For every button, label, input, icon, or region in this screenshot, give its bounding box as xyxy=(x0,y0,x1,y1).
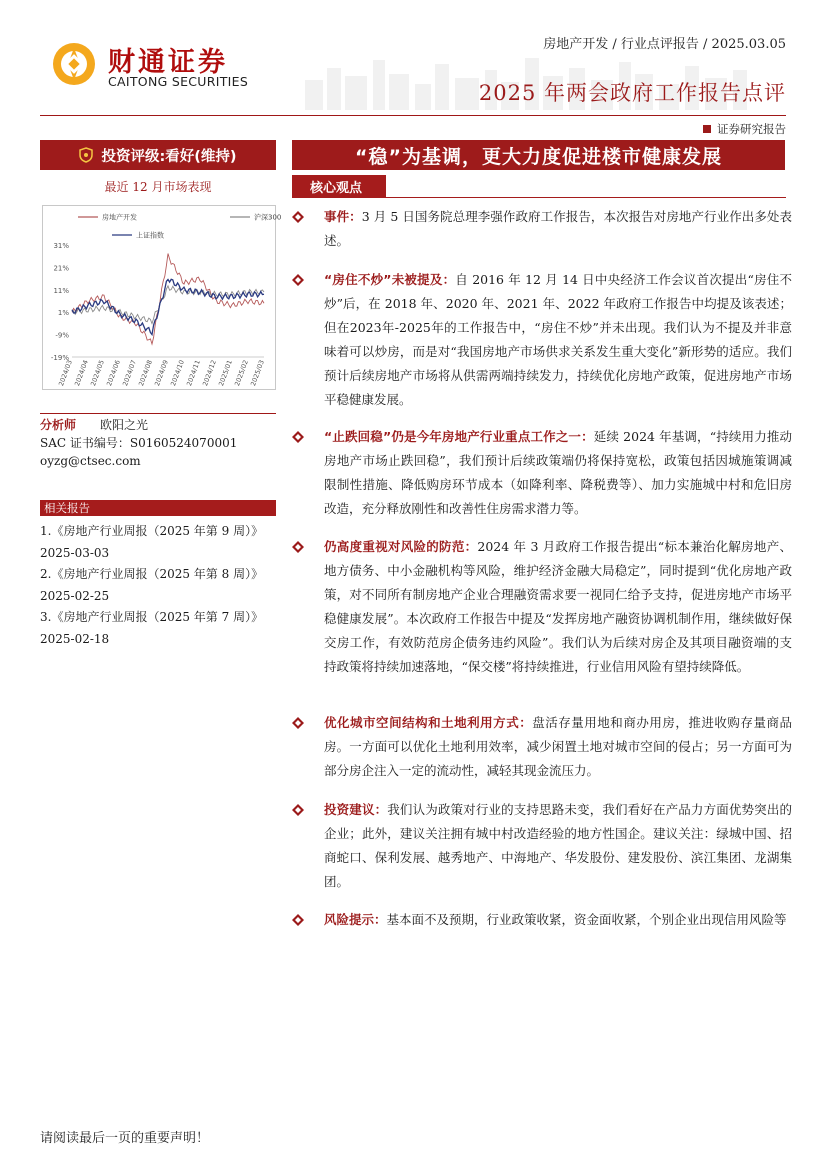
paragraph-risk-prevention xyxy=(292,535,792,679)
paragraph-stabilize xyxy=(292,425,792,521)
headline-banner: “稳”为基调，更大力度促进楼市健康发展 xyxy=(292,140,785,170)
diamond-bullet-icon xyxy=(292,274,304,286)
y-tick-label: -19% xyxy=(50,354,69,362)
paragraph-body: 基本面不及预期，行业政策收紧，资金面收紧，个别企业出现信用风险等 xyxy=(386,912,787,927)
diamond-bullet-icon xyxy=(292,541,304,553)
market-performance-chart xyxy=(42,205,282,390)
paragraph-land-use xyxy=(292,711,792,783)
x-tick-label: 2024/07 xyxy=(121,358,138,388)
paragraph-investment-advice xyxy=(292,798,792,894)
related-report-date: 2025-02-18 xyxy=(40,631,110,646)
diamond-bullet-icon xyxy=(292,211,304,223)
analyst-email: oyzg@ctsec.com xyxy=(40,454,141,468)
analyst-name: 欧阳之光 xyxy=(100,418,149,432)
legend-label: 上证指数 xyxy=(136,231,164,240)
analyst-title: 分析师 xyxy=(40,418,77,432)
paragraph-no-speculation xyxy=(292,268,792,412)
core-views-divider xyxy=(292,197,786,198)
company-logo xyxy=(50,38,250,94)
x-tick-label: 2024/06 xyxy=(105,358,122,388)
investment-rating xyxy=(40,140,276,170)
report-title: 2025 年两会政府工作报告点评 xyxy=(478,81,786,105)
x-tick-label: 2024/04 xyxy=(73,358,90,388)
paragraph-lead: 风险提示： xyxy=(324,912,387,927)
x-tick-label: 2024/03 xyxy=(57,358,74,388)
paragraph-event xyxy=(292,205,792,253)
report-meta: 房地产开发 / 行业点评报告 / 2025.03.05 xyxy=(543,37,786,52)
paragraph-lead: 仍高度重视对风险的防范： xyxy=(324,539,478,554)
legend-label: 房地产开发 xyxy=(102,213,137,222)
header-divider xyxy=(40,115,786,116)
paragraph-lead: “房住不炒”未被提及： xyxy=(324,272,456,287)
y-tick-label: 11% xyxy=(53,286,69,295)
paragraph-body: 2024 年 3 月政府工作报告提出“标本兼治化解房地产、地方债务、中小金融机构等风险，维护经济金融大局稳定”，同时提到“优化房地产政策，对不同所有制房地产企业合理融资需求要一视同仁给予支持，促进房地产市场平稳健康发展”。本次政府工作报告中提及“发挥房地产融资协调机制作用，继续做好保交房工作，有效防范房企债务违约风险”。我们认为后续对房企及其项目融资端的支持政策将持续加速落地，“保交楼”将持续推进，行业信用风险有望持续降低。 xyxy=(324,539,792,674)
x-tick-label: 2025/01 xyxy=(217,358,234,388)
market-performance-label: 最近 12 月市场表现 xyxy=(104,180,212,194)
footer-disclaimer: 请阅读最后一页的重要声明！ xyxy=(40,1131,210,1146)
paragraph-body: 3 月 5 日国务院总理李强作政府工作报告，本次报告对房地产行业作出多处表述。 xyxy=(324,209,792,248)
x-tick-label: 2024/12 xyxy=(201,358,218,388)
legend-label: 沪深300 xyxy=(254,213,282,222)
related-report-title[interactable]: 2.《房地产行业周报（2025 年第 8 周）》 xyxy=(40,567,264,581)
rating-text: 投资评级:看好(维持) xyxy=(101,148,237,165)
core-views-tab: 核心观点 xyxy=(292,175,386,197)
related-reports-header: 相关报告 xyxy=(40,500,276,516)
shield-icon xyxy=(79,147,93,163)
logo-mark-icon xyxy=(50,40,98,88)
logo-name-cn: 财通证券 xyxy=(108,47,228,78)
y-tick-label: 1% xyxy=(57,309,69,318)
paragraph-lead: 投资建议： xyxy=(324,802,388,817)
square-bullet-icon xyxy=(703,125,711,133)
paragraph-lead: “止跌回稳”仍是今年房地产行业重点工作之一： xyxy=(324,429,594,444)
related-report-title[interactable]: 3.《房地产行业周报（2025 年第 7 周）》 xyxy=(40,610,264,624)
x-tick-label: 2025/03 xyxy=(249,358,266,388)
doc-type-text: 证券研究报告 xyxy=(717,122,786,136)
analyst-info xyxy=(40,413,276,470)
paragraph-body: 我们认为政策对行业的支持思路未变，我们看好在产品力方面优势突出的企业；此外，建议关注拥有城中村改造经验的地方性国企。建议关注：绿城中国、招商蛇口、保利发展、越秀地产、中海地产、华发股份、建发股份、滨江集团、龙湖集团。 xyxy=(324,802,792,889)
related-report-date: 2025-03-03 xyxy=(40,545,110,560)
doc-type-label xyxy=(703,121,786,137)
diamond-bullet-icon xyxy=(292,804,304,816)
related-report-date: 2025-02-25 xyxy=(40,588,110,603)
x-tick-label: 2024/09 xyxy=(153,358,170,388)
paragraph-body: 延续 2024 年基调，“持续用力推动房地产市场止跌回稳”，我们预计后续政策端仍将保持宽松，政策包括因城施策调减限制性措施、降低购房环节成本（如降利率、降税费等）、加力实施城中村和危旧房改造，充分释放刚性和改善性住房需求潜力等。 xyxy=(324,429,793,516)
y-tick-label: 21% xyxy=(53,264,69,273)
paragraph-body: 自 2016 年 12 月 14 日中央经济工作会议首次提出“房住不炒”后，在 2018 年、2020 年、2021 年、2022 年政府工作报告中均提及该表述；但在2023年-2025年的工作报告中，“房住不炒”并未出现。我们认为不提及并非意味着可以炒房，而是对“我国房地产市场供求关系发生重大变化”新形势的适应。我们预计后续房地产市场将从供需两端持续发力，持续优化房地产政策，促进房地产市场平稳健康发展。 xyxy=(324,272,793,407)
analyst-sac: SAC 证书编号：S0160524070001 xyxy=(40,436,238,450)
y-tick-label: 31% xyxy=(53,242,69,250)
series-line xyxy=(72,286,264,324)
x-tick-label: 2025/02 xyxy=(233,358,250,388)
related-report-title[interactable]: 1.《房地产行业周报（2025 年第 9 周）》 xyxy=(40,524,264,538)
paragraph-risk-warning xyxy=(292,908,792,932)
x-tick-label: 2024/08 xyxy=(137,358,154,388)
paragraph-lead: 优化城市空间结构和土地利用方式： xyxy=(324,715,533,730)
y-tick-label: -9% xyxy=(55,331,69,340)
diamond-bullet-icon xyxy=(292,914,304,926)
diamond-bullet-icon xyxy=(292,717,304,729)
related-reports-list xyxy=(40,521,280,650)
diamond-bullet-icon xyxy=(292,431,304,443)
logo-name-en: CAITONG SECURITIES xyxy=(108,74,249,89)
x-tick-label: 2024/05 xyxy=(89,358,106,388)
paragraph-lead: 事件： xyxy=(324,209,362,224)
paragraph-body: 盘活存量用地和商办用房，推进收购存量商品房。一方面可以优化土地利用效率，减少闲置土地对城市空间的侵占；另一方面可为部分房企注入一定的流动性，减轻其现金流压力。 xyxy=(324,715,792,778)
x-tick-label: 2024/11 xyxy=(185,358,202,388)
x-tick-label: 2024/10 xyxy=(169,358,186,388)
